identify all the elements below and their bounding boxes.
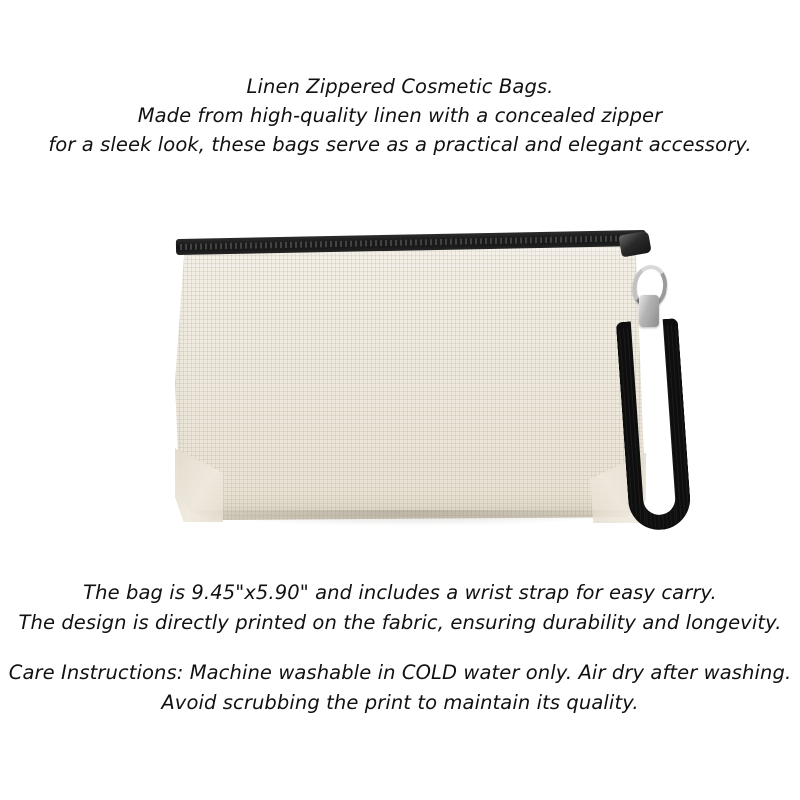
bottom-description-text	[0, 578, 800, 638]
top-description-line-1: Linen Zippered Cosmetic Bags.	[246, 75, 554, 98]
linen-bag-body	[175, 245, 645, 520]
care-instructions-line-2: Avoid scrubbing the print to maintain its quality.	[161, 691, 639, 714]
top-description-line-3: for a sleek look, these bags serve as a practical and elegant accessory.	[48, 133, 752, 156]
zipper-slider-icon	[618, 231, 651, 258]
top-description-line-2: Made from high-quality linen with a concealed zipper	[137, 104, 663, 127]
top-description-text	[0, 72, 800, 159]
care-instructions-text	[0, 658, 800, 718]
wrist-strap-texture	[618, 324, 692, 530]
wrist-strap	[605, 320, 690, 535]
bag-drop-shadow	[190, 510, 630, 526]
bottom-description-line-1: The bag is 9.45"x5.90" and includes a wrist strap for easy carry.	[83, 581, 717, 604]
bottom-description-line-2: The design is directly printed on the fabric, ensuring durability and longevity.	[18, 611, 782, 634]
care-instructions-line-1: Care Instructions: Machine washable in COLD water only. Air dry after washing.	[8, 661, 792, 684]
product-photo	[150, 225, 670, 545]
